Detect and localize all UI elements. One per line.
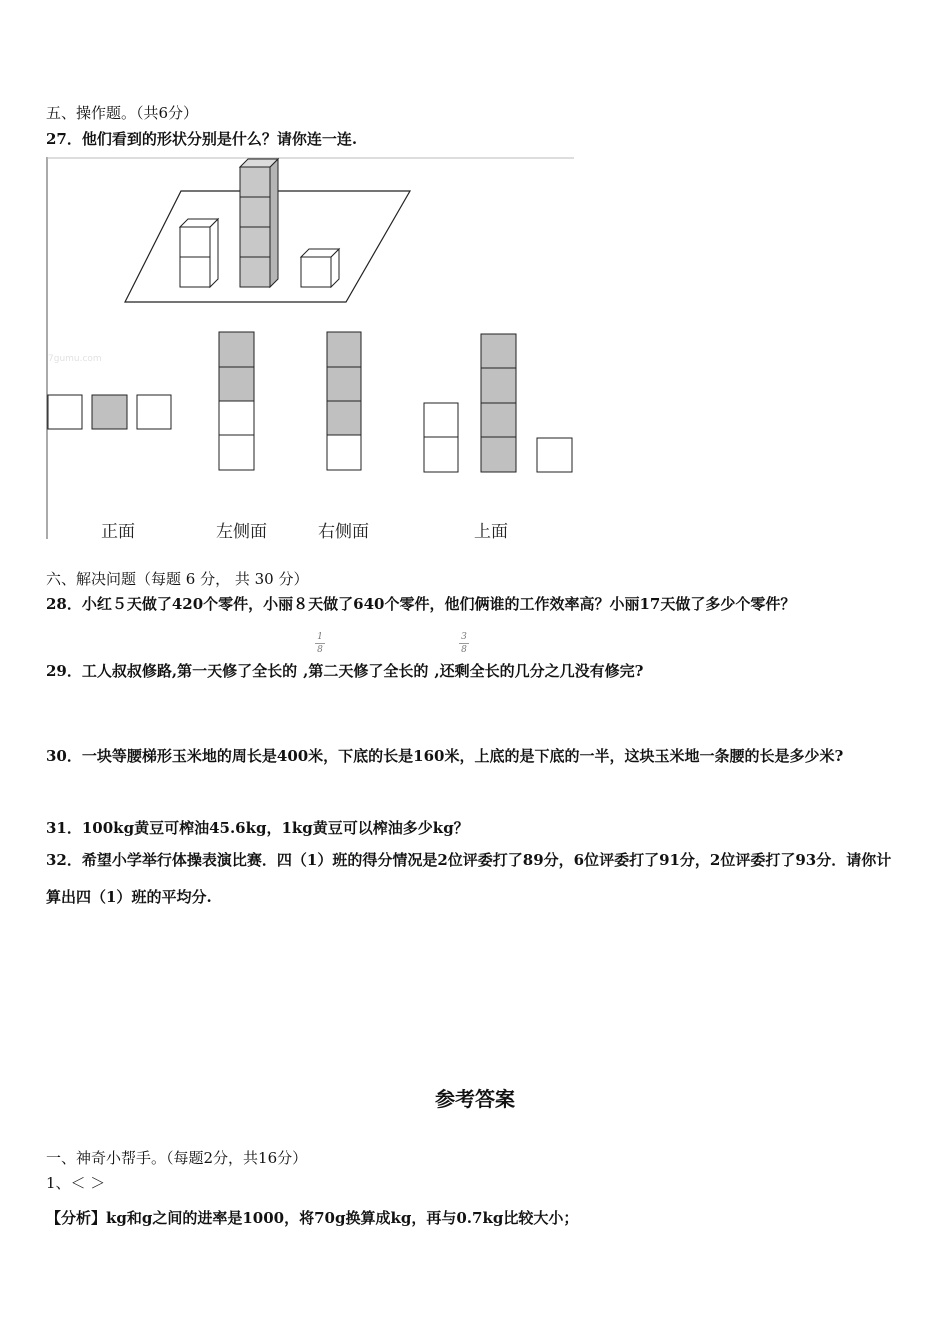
cube-front (180, 257, 210, 287)
question-31: 31．100kg黄豆可榨油45.6kg，1kg黄豆可以榨油多少kg？ (46, 819, 469, 837)
view-square-shaded (219, 367, 254, 401)
label-front: 正面 (101, 522, 135, 542)
left-stack-cubes (180, 219, 218, 287)
view-square (424, 437, 458, 472)
frac1-numerator: 1 (317, 632, 323, 642)
view-square-shaded (219, 332, 254, 367)
view-combined (424, 334, 572, 472)
view-square-shaded (481, 334, 516, 368)
watermark: 7gumu.com (48, 354, 102, 364)
label-top: 上面 (474, 522, 508, 542)
cube-front (240, 257, 270, 287)
cube-front (240, 227, 270, 257)
view-square (327, 435, 361, 470)
answer-key-title: 参考答案 (435, 1087, 515, 1111)
three-view-figure (46, 157, 576, 542)
section-6-heading: 六、解决问题（每题 6 分， 共 30 分） (46, 570, 309, 588)
section-5-heading: 五、操作题。（共6分） (46, 104, 199, 122)
q29-part1: 29．工人叔叔修路,第一天修了全长的 (46, 662, 298, 680)
view-square-shaded (481, 437, 516, 472)
fraction-three-eighths (459, 632, 469, 655)
question-32: 32．希望小学举行体操表演比赛．四（1）班的得分情况是2位评委打了89分，6位评委打了91分，2位评委打了93分．请你计算出四（1）班的平均分. (46, 851, 892, 906)
view-column-a (219, 332, 254, 470)
label-left-side: 左侧面 (216, 522, 267, 542)
cube-front (180, 227, 210, 257)
three-view-diagram (46, 157, 576, 542)
view-square-shaded (327, 332, 361, 367)
view-square (137, 395, 171, 429)
question-29 (46, 660, 643, 681)
frac2-numerator: 3 (461, 632, 467, 642)
label-right-side: 右侧面 (318, 522, 369, 542)
fraction-one-eighth (315, 632, 325, 655)
view-column-b (327, 332, 361, 470)
view-square-shaded (327, 401, 361, 435)
view-square-shaded (481, 368, 516, 403)
view-square (424, 403, 458, 437)
view-square (537, 438, 572, 472)
view-square (48, 395, 82, 429)
question-27: 27．他们看到的形状分别是什么？请你连一连. (46, 130, 358, 148)
view-row-of-three (48, 395, 171, 429)
view-square-shaded (327, 367, 361, 401)
answer-1: 1、＜ ＞ (46, 1174, 106, 1192)
q29-part2: ,第二天修了全长的 (303, 662, 429, 680)
cube-front (240, 167, 270, 197)
view-square-shaded (481, 403, 516, 437)
frac2-denominator: 8 (461, 645, 467, 655)
cube-side (270, 159, 278, 287)
middle-stack-cubes (240, 159, 278, 287)
right-single-cube (301, 249, 339, 287)
answer-section-1-heading: 一、神奇小帮手。（每题2分，共16分） (46, 1149, 308, 1167)
view-square-shaded (92, 395, 127, 429)
frac1-denominator: 8 (317, 645, 323, 655)
question-28: 28．小红５天做了420个零件，小丽８天做了640个零件，他们俩谁的工作效率高？小丽17天做了多少个零件？ (46, 595, 796, 613)
cube-front (240, 197, 270, 227)
question-30: 30．一块等腰梯形玉米地的周长是400米，下底的长是160米，上底的是下底的一半，这块玉米地一条腰的长是多少米? (46, 747, 844, 765)
answer-1-analysis: 【分析】kg和g之间的进率是1000，将70g换算成kg，再与0.7kg比较大小； (46, 1209, 579, 1227)
view-square (219, 435, 254, 470)
view-square (219, 401, 254, 435)
q29-part3: ,还剩全长的几分之几没有修完? (434, 662, 644, 680)
cube-side (210, 219, 218, 287)
cube-front (301, 257, 331, 287)
